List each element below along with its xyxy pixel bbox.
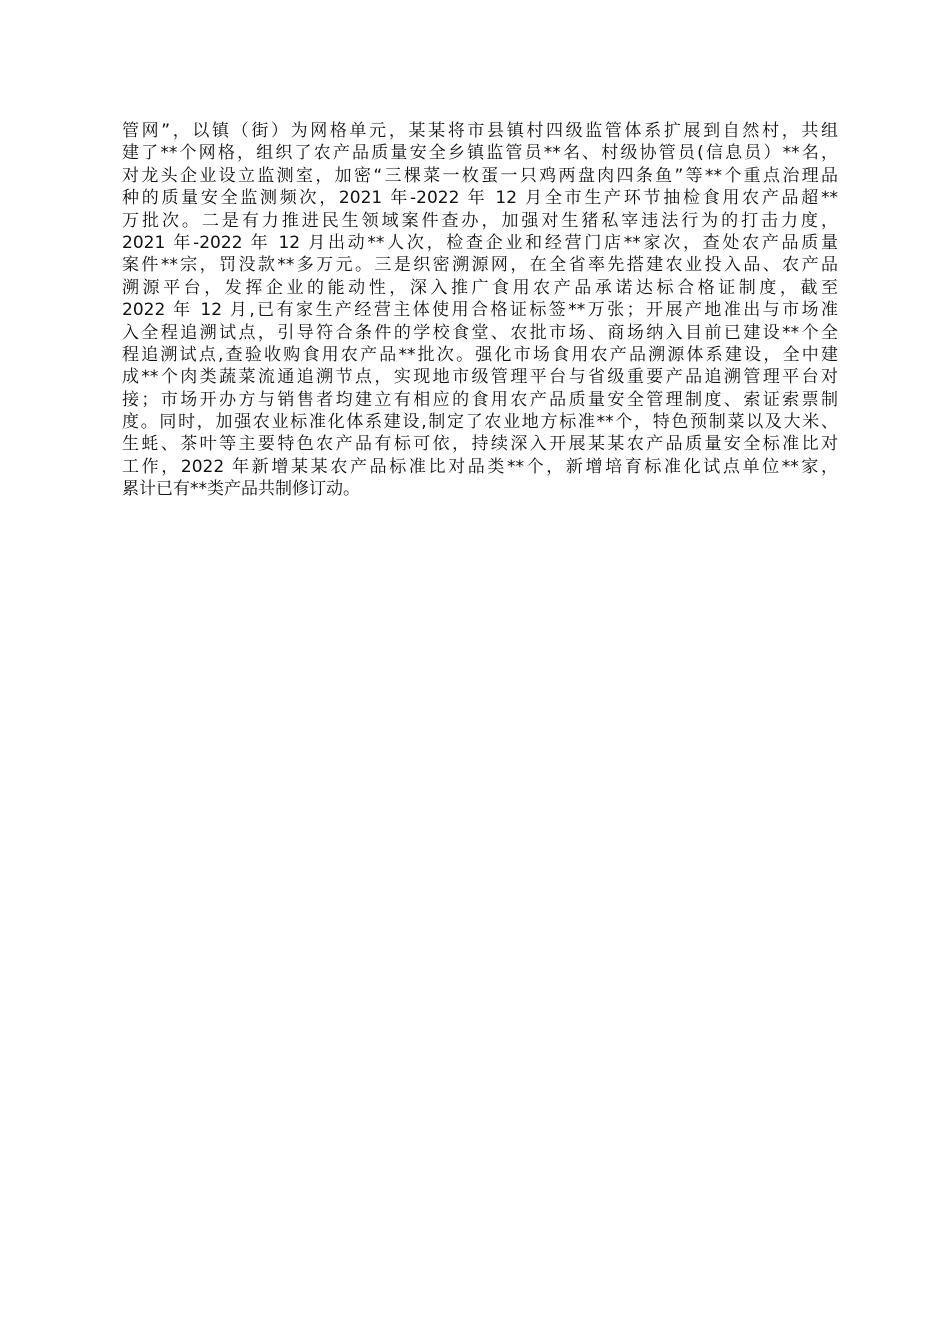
paragraph-line: 接；市场开办方与销售者均建立有相应的食用农产品质量安全管理制度、索证索票制 [122,389,838,410]
paragraph-line: 2021 年-2022 年 12 月出动**人次，检查企业和经营门店**家次，查处农产品质量 [122,232,838,253]
paragraph-line: 度。同时，加强农业标准化体系建设,制定了农业地方标准**个，特色预制菜以及大米、 [122,412,838,433]
paragraph-line: 生蚝、茶叶等主要特色农产品有标可依，持续深入开展某某农产品质量安全标准比对 [122,434,838,455]
paragraph-line: 累计已有**类产品共制修订动。 [122,479,360,500]
paragraph-line: 2022 年 12 月,已有家生产经营主体使用合格证标签**万张；开展产地准出与市场准 [122,300,838,321]
paragraph-line: 种的质量安全监测频次，2021 年-2022 年 12 月全市生产环节抽检食用农产品超** [122,188,838,209]
paragraph-line: 程追溯试点,查验收购食用农产品**批次。强化市场食用农产品溯源体系建设，全中建 [122,344,838,365]
paragraph-line: 入全程追溯试点，引导符合条件的学校食堂、农批市场、商场纳入目前已建设**个全 [122,322,838,343]
paragraph-line: 成**个肉类蔬菜流通追溯节点，实现地市级管理平台与省级重要产品追溯管理平台对 [122,367,838,388]
paragraph-line: 建了**个网格，组织了农产品质量安全乡镇监管员**名、村级协管员(信息员）**名， [122,143,838,164]
paragraph-line: 案件**宗，罚没款**多万元。三是织密溯源网，在全省率先搭建农业投入品、农产品 [122,255,838,276]
paragraph-line: 对龙头企业设立监测室，加密“三棵菜一枚蛋一只鸡两盘肉四条鱼”等**个重点治理品 [122,165,838,186]
body-paragraph [122,120,838,501]
paragraph-line: 万批次。二是有力推进民生领域案件查办，加强对生猪私宰违法行为的打击力度， [122,210,838,231]
paragraph-line: 溯源平台，发挥企业的能动性，深入推广食用农产品承诺达标合格证制度，截至 [122,277,838,298]
paragraph-line: 工作，2022 年新增某某农产品标准比对品类**个，新增培育标准化试点单位**家， [122,456,838,477]
paragraph-line: 管网”，以镇（街）为网格单元，某某将市县镇村四级监管体系扩展到自然村，共组 [122,121,838,141]
